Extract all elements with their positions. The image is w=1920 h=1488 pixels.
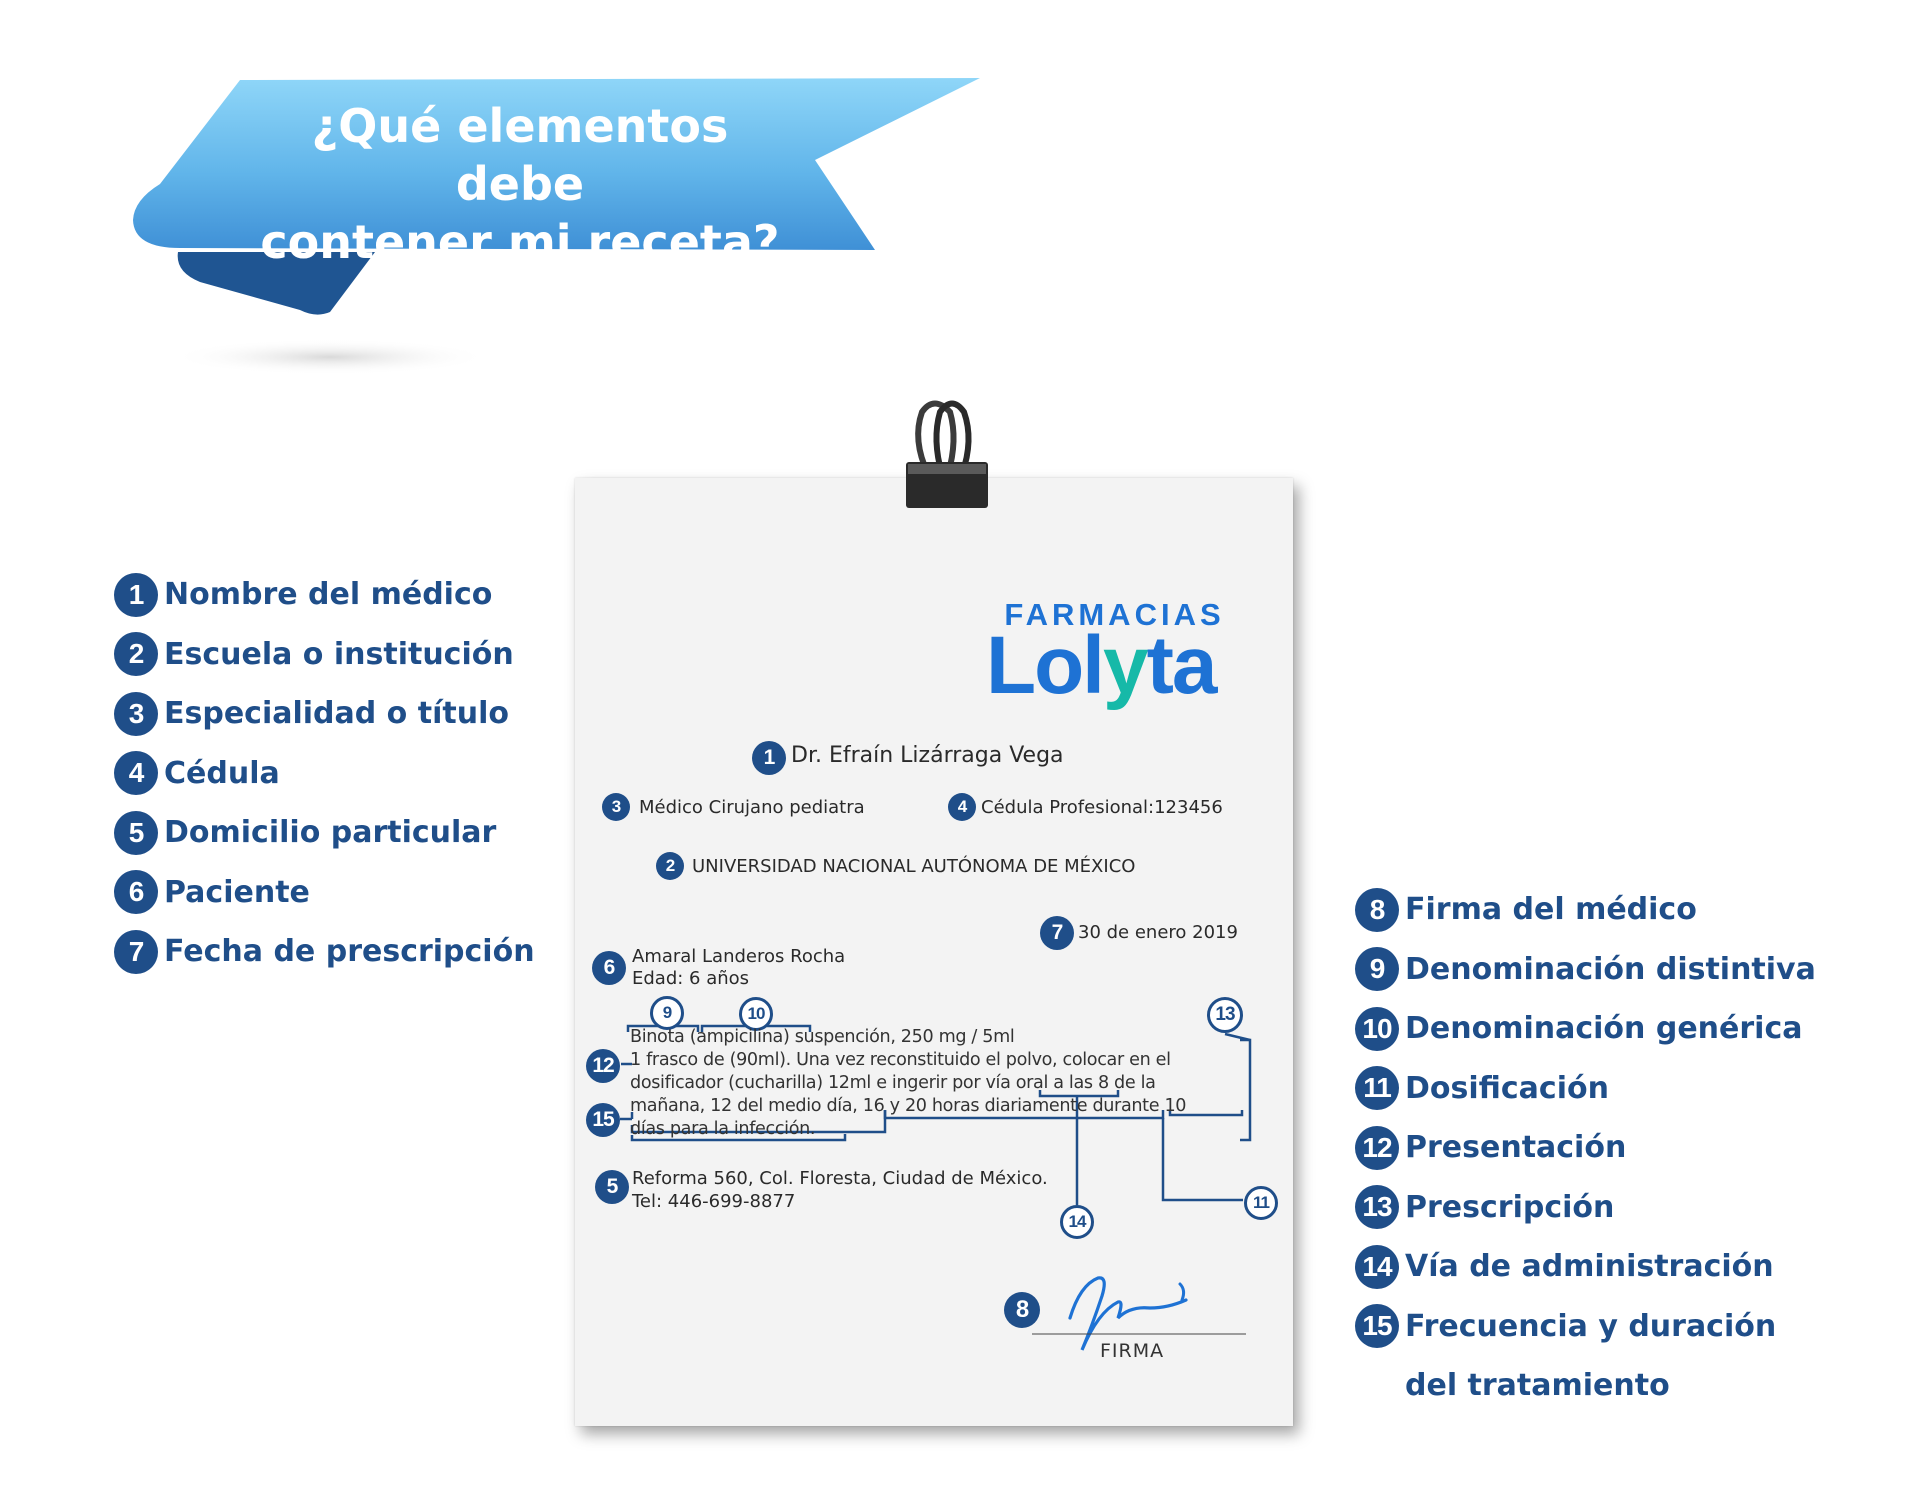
brand-part-b: y [1102, 620, 1147, 711]
legend-item [1355, 1237, 1816, 1297]
number-badge: 5 [114, 811, 158, 855]
firma-label: FIRMA [1100, 1340, 1165, 1362]
number-badge: 7 [114, 930, 158, 974]
legend-item [1355, 1059, 1816, 1119]
legend-item-continuation [1355, 1356, 1816, 1416]
legend-item [114, 625, 535, 685]
specialty: Médico Cirujano pediatra [639, 797, 865, 818]
patient-name: Amaral Landeros Rocha [632, 946, 846, 967]
legend-item [1355, 1118, 1816, 1178]
rx-line: días para la infección. [630, 1119, 816, 1139]
legend-right [1355, 880, 1816, 1416]
badge-4: 4 [948, 793, 976, 821]
legend-label: Prescripción [1405, 1189, 1615, 1225]
number-badge: 3 [114, 692, 158, 736]
badge-2: 2 [656, 852, 684, 880]
legend-label: Vía de administración [1405, 1249, 1774, 1285]
patient-age: Edad: 6 años [632, 968, 750, 989]
prescription-date: 30 de enero 2019 [1078, 922, 1238, 943]
legend-label: Firma del médico [1405, 892, 1697, 928]
title-line-2: contener mi receta? [260, 215, 780, 269]
number-badge: 15 [1355, 1304, 1399, 1348]
header-banner [0, 0, 1920, 400]
number-badge: 14 [1355, 1245, 1399, 1289]
badge-13: 13 [1207, 997, 1243, 1033]
legend-item [1355, 880, 1816, 940]
legend-label: Fecha de prescripción [164, 934, 535, 970]
legend-item [114, 744, 535, 804]
badge-9: 9 [650, 996, 684, 1030]
badge-5: 5 [595, 1170, 629, 1204]
brand-logo-lolyta [986, 621, 1216, 711]
prescription-text [630, 1026, 1242, 1141]
badge-3: 3 [602, 793, 630, 821]
number-badge: 11 [1355, 1066, 1399, 1110]
page-title [250, 97, 790, 271]
badge-10: 10 [739, 997, 773, 1031]
number-badge: 10 [1355, 1007, 1399, 1051]
legend-label: Denominación genérica [1405, 1011, 1803, 1047]
legend-item [1355, 999, 1816, 1059]
legend-label: Escuela o institución [164, 636, 514, 672]
legend-label: Presentación [1405, 1130, 1627, 1166]
number-badge: 12 [1355, 1126, 1399, 1170]
legend-label: Cédula [164, 755, 280, 791]
badge-8: 8 [1004, 1292, 1040, 1328]
badge-15: 15 [586, 1103, 620, 1137]
brand-farmacias: FARMACIAS [1004, 597, 1225, 632]
brand-part-c: ta [1146, 620, 1216, 711]
rx-line: Binota (ampicilina) suspención, 250 mg / 5ml [630, 1027, 1015, 1047]
legend-item [1355, 1178, 1816, 1238]
number-badge: 4 [114, 751, 158, 795]
badge-1: 1 [752, 741, 786, 775]
rx-line: mañana, 12 del medio día, 16 y 20 horas diariamente durante 10 [630, 1096, 1187, 1116]
number-badge: 6 [114, 870, 158, 914]
number-badge: 9 [1355, 947, 1399, 991]
legend-label: Paciente [164, 874, 310, 910]
badge-11: 11 [1244, 1186, 1278, 1220]
legend-item [114, 684, 535, 744]
badge-12: 12 [586, 1049, 620, 1083]
number-badge: 8 [1355, 888, 1399, 932]
legend-item [1355, 940, 1816, 1000]
legend-label: Especialidad o título [164, 696, 509, 732]
legend-label: del tratamiento [1405, 1368, 1670, 1404]
legend-label: Frecuencia y duración [1405, 1308, 1777, 1344]
cedula: Cédula Profesional:123456 [981, 797, 1223, 818]
badge-7: 7 [1040, 916, 1074, 950]
legend-item [1355, 1297, 1816, 1357]
banner-shadow [170, 339, 490, 375]
number-badge: 2 [114, 632, 158, 676]
phone: Tel: 446-699-8877 [632, 1191, 796, 1212]
legend-item [114, 922, 535, 982]
legend-label: Dosificación [1405, 1070, 1609, 1106]
legend-item [114, 863, 535, 923]
legend-item [114, 565, 535, 625]
brand-part-a: Lol [986, 620, 1103, 711]
legend-left [114, 565, 535, 982]
badge-6: 6 [592, 951, 626, 985]
address: Reforma 560, Col. Floresta, Ciudad de México. [632, 1168, 1048, 1189]
university: UNIVERSIDAD NACIONAL AUTÓNOMA DE MÉXICO [692, 856, 1136, 877]
badge-14: 14 [1060, 1205, 1094, 1239]
number-badge: 13 [1355, 1185, 1399, 1229]
doctor-name: Dr. Efraín Lizárraga Vega [791, 743, 1064, 768]
legend-item [114, 803, 535, 863]
number-badge: 1 [114, 573, 158, 617]
legend-label: Nombre del médico [164, 577, 493, 613]
title-line-1: ¿Qué elementos debe [311, 99, 729, 211]
legend-label: Denominación distintiva [1405, 951, 1816, 987]
rx-line: 1 frasco de (90ml). Una vez reconstituido el polvo, colocar en el [630, 1050, 1171, 1070]
rx-line: dosificador (cucharilla) 12ml e ingerir por vía oral a las 8 de la [630, 1073, 1156, 1093]
legend-label: Domicilio particular [164, 815, 497, 851]
